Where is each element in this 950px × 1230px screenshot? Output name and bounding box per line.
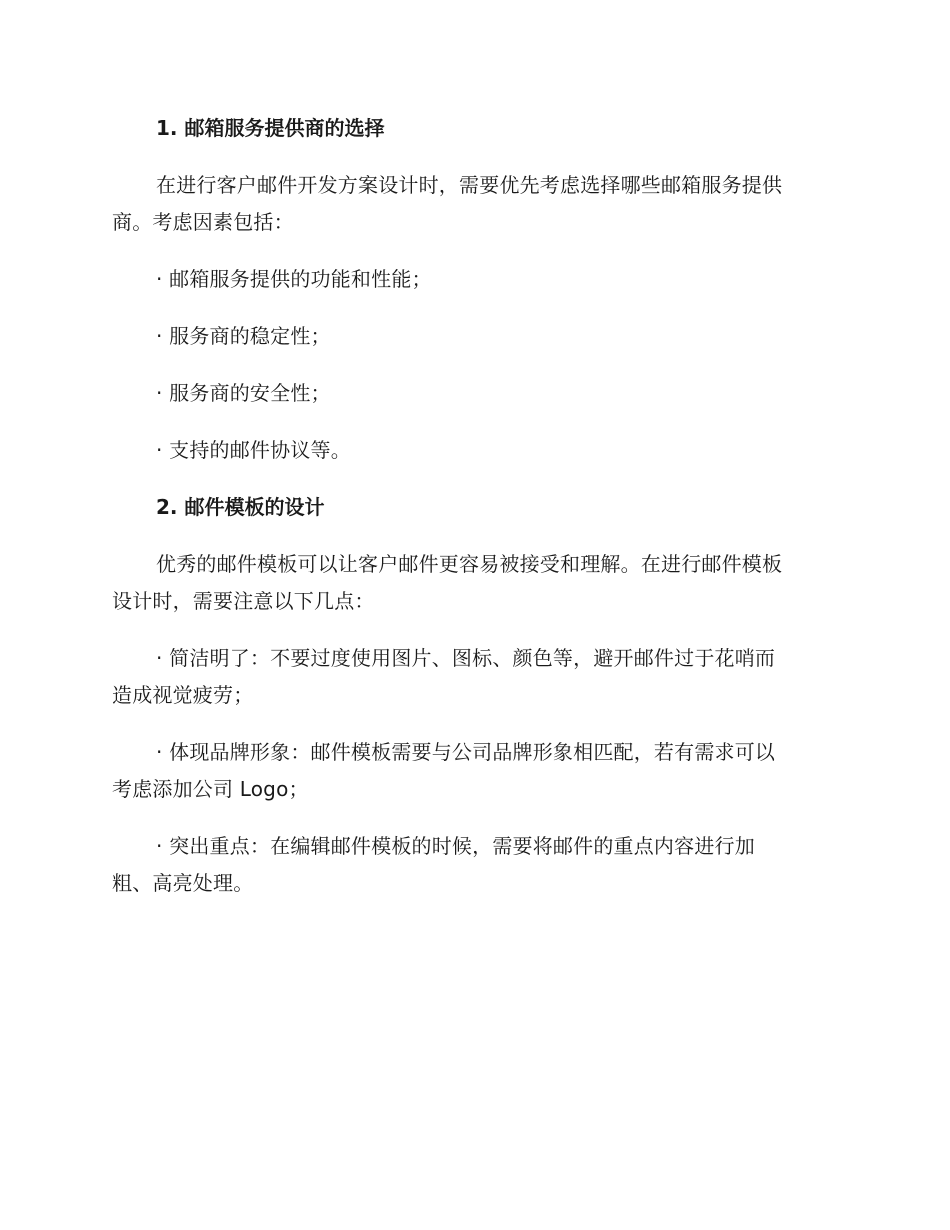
list-item-line: 粗、高亮处理。 (112, 871, 254, 895)
list-item-line: · 体现品牌形象：邮件模板需要与公司品牌形象相匹配，若有需求可以 (156, 740, 776, 764)
list-item-line: 造成视觉疲劳； (112, 683, 254, 707)
list-item (112, 644, 838, 710)
section-intro-provider-selection (112, 171, 838, 237)
list-item: · 支持的邮件协议等。 (156, 438, 351, 462)
intro-line: 设计时，需要注意以下几点： (112, 589, 375, 613)
list-item: · 服务商的安全性； (156, 381, 331, 405)
section-intro-template-design (112, 550, 838, 616)
list-item-line: · 简洁明了：不要过度使用图片、图标、颜色等，避开邮件过于花哨而 (156, 646, 776, 670)
list-item: · 服务商的稳定性； (156, 324, 331, 348)
list-item (112, 832, 838, 898)
intro-line: 商。考虑因素包括： (112, 210, 294, 234)
list-item-line: · 突出重点：在编辑邮件模板的时候，需要将邮件的重点内容进行加 (156, 834, 755, 858)
intro-line: 优秀的邮件模板可以让客户邮件更容易被接受和理解。在进行邮件模板 (156, 552, 783, 576)
list-item-line: 考虑添加公司 Logo； (112, 777, 309, 801)
document-content (112, 114, 838, 926)
section-heading-provider-selection: 1. 邮箱服务提供商的选择 (156, 116, 385, 140)
list-item (112, 738, 838, 804)
list-item: · 邮箱服务提供的功能和性能； (156, 267, 432, 291)
section-heading-template-design: 2. 邮件模板的设计 (156, 495, 325, 519)
intro-line: 在进行客户邮件开发方案设计时，需要优先考虑选择哪些邮箱服务提供 (156, 173, 783, 197)
